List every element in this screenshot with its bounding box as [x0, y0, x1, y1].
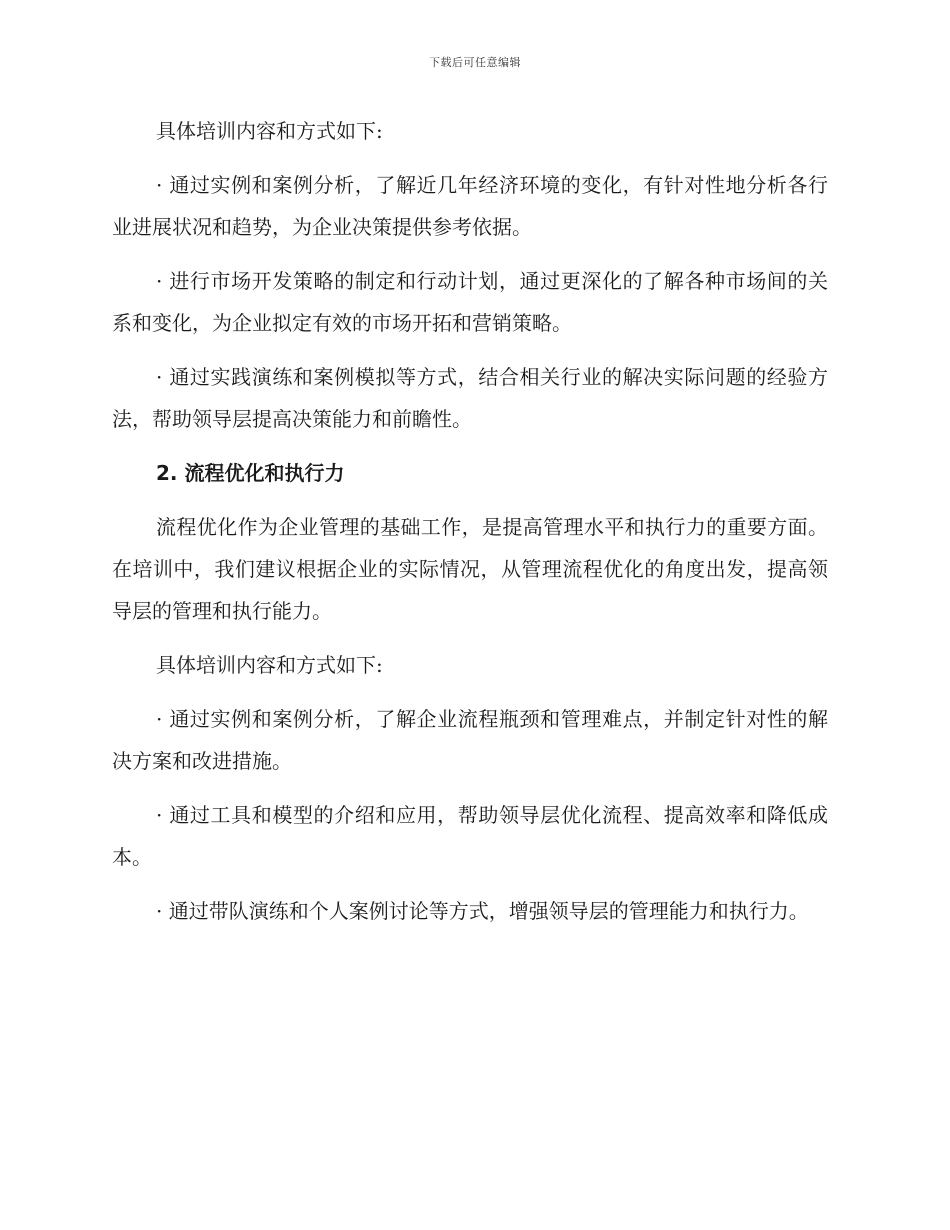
- bullet-practice-simulation: · 通过实践演练和案例模拟等方式，结合相关行业的解决实际问题的经验方法，帮助领导层提高决策能力和前瞻性。: [112, 365, 828, 431]
- bullet-tools-models: · 通过工具和模型的介绍和应用，帮助领导层优化流程、提高效率和降低成本。: [112, 803, 828, 869]
- paragraph-process-optimization: 流程优化作为企业管理的基础工作，是提高管理水平和执行力的重要方面。在培训中，我们建议根据企业的实际情况，从管理流程优化的角度出发，提高领导层的管理和执行能力。: [112, 515, 828, 623]
- bullet-economic-analysis: · 通过实例和案例分析，了解近几年经济环境的变化，有针对性地分析各行业进展状况和趋势，为企业决策提供参考依据。: [112, 173, 828, 239]
- bullet-process-bottleneck: · 通过实例和案例分析，了解企业流程瓶颈和管理难点，并制定针对性的解决方案和改进措施。: [112, 707, 828, 773]
- paragraph-training-intro: 具体培训内容和方式如下:: [156, 119, 383, 143]
- document-body: [112, 110, 828, 932]
- section-heading-process-optimization: 2. 流程优化和执行力: [156, 461, 345, 485]
- bullet-team-drills: · 通过带队演练和个人案例讨论等方式，增强领导层的管理能力和执行力。: [156, 899, 809, 923]
- paragraph-training-intro-2: 具体培训内容和方式如下:: [156, 653, 383, 677]
- bullet-market-strategy: · 进行市场开发策略的制定和行动计划，通过更深化的了解各种市场间的关系和变化，为企业拟定有效的市场开拓和营销策略。: [112, 269, 828, 335]
- page-header: 下载后可任意编辑: [429, 56, 521, 69]
